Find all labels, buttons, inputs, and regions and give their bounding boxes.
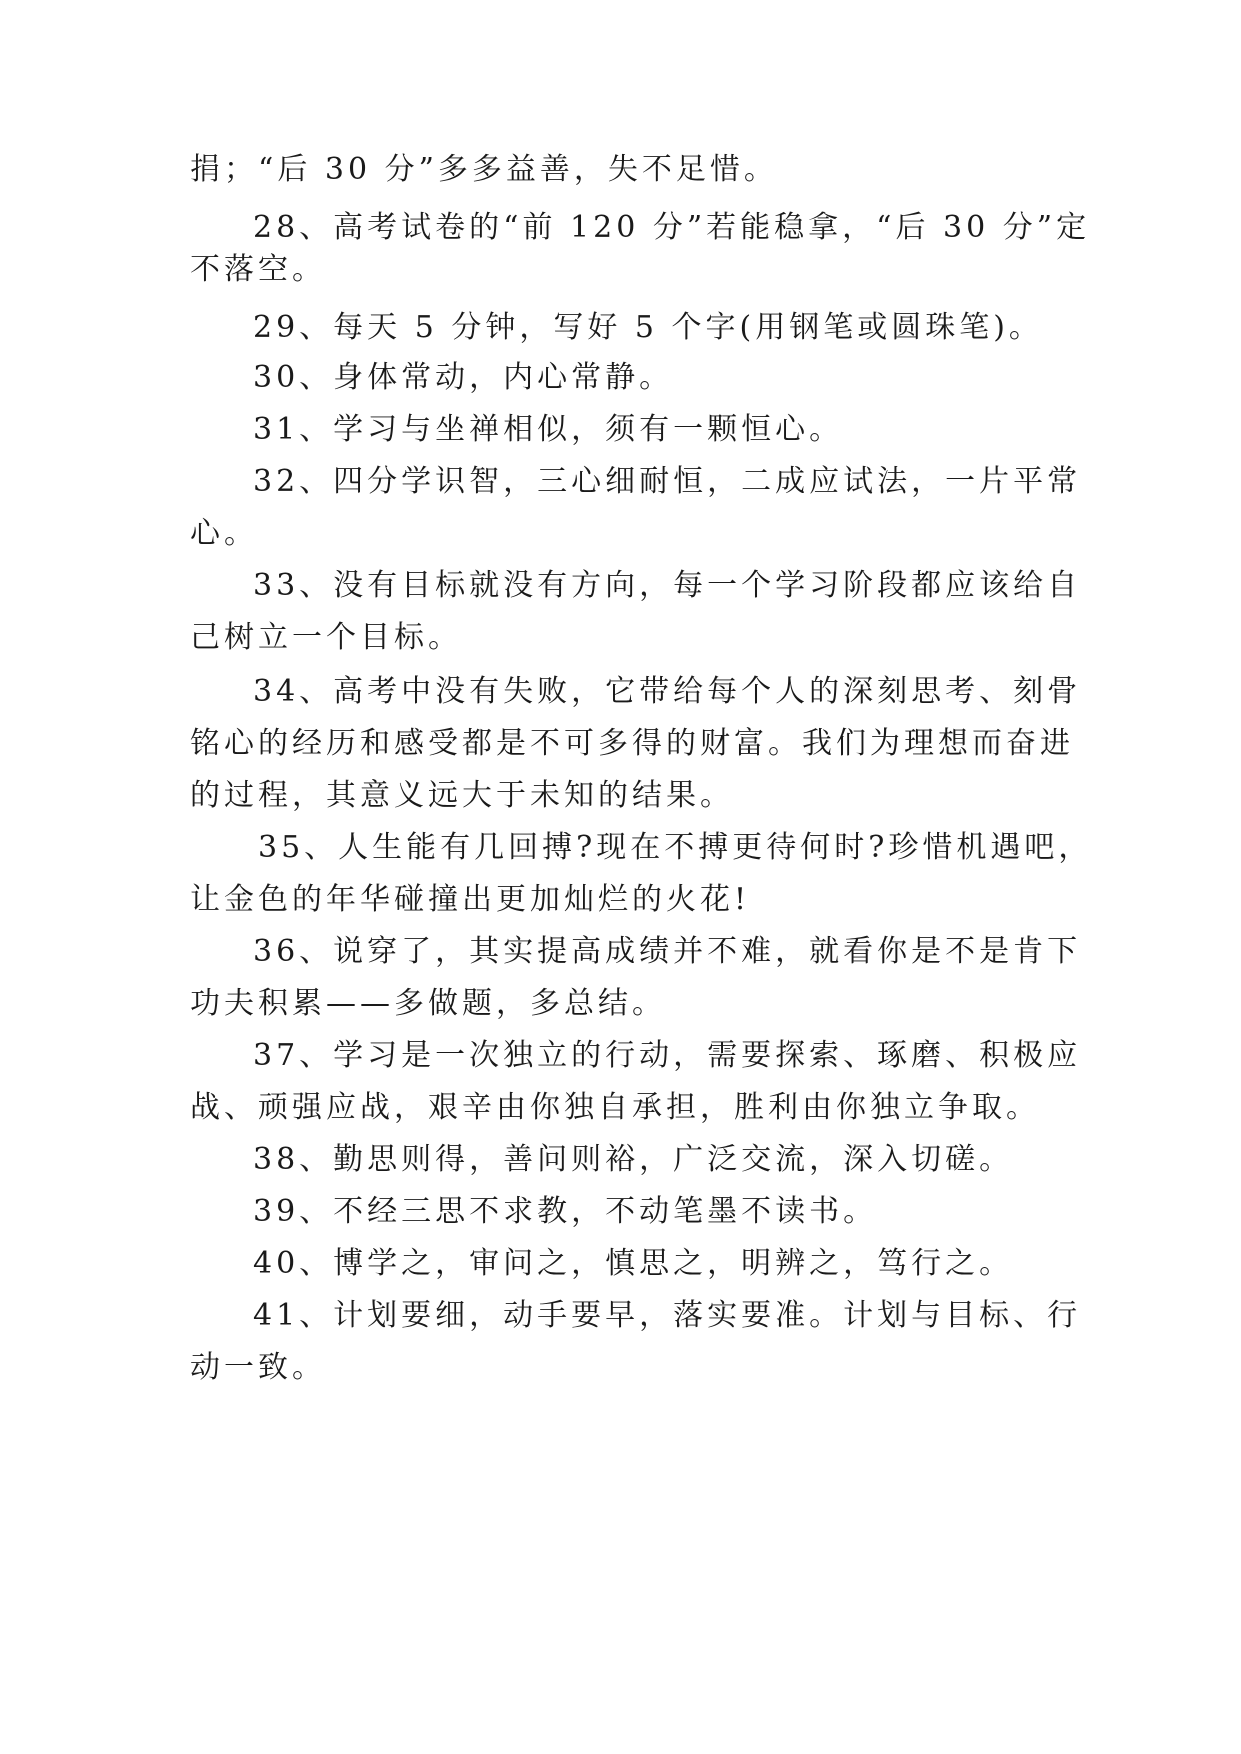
text-line: 捐；“后 30 分”多多益善，失不足惜。 — [190, 152, 778, 187]
text-line-item-35: 35、人生能有几回搏?现在不搏更待何时?珍惜机遇吧， — [258, 830, 1093, 865]
text-line-item-41: 41、计划要细，动手要早，落实要准。计划与目标、行 — [253, 1298, 1082, 1333]
text-line: 己树立一个目标。 — [190, 620, 462, 655]
text-line: 不落空。 — [190, 252, 326, 287]
text-line-item-36: 36、说穿了，其实提高成绩并不难，就看你是不是肯下 — [253, 934, 1082, 969]
text-line-item-33: 33、没有目标就没有方向，每一个学习阶段都应该给自 — [253, 568, 1082, 603]
text-line-item-37: 37、学习是一次独立的行动，需要探索、琢磨、积极应 — [253, 1038, 1082, 1073]
text-line: 动一致。 — [190, 1350, 326, 1385]
text-line-item-31: 31、学习与坐禅相似，须有一颗恒心。 — [253, 412, 844, 447]
text-line: 战、顽强应战，艰辛由你独自承担，胜利由你独立争取。 — [190, 1090, 1040, 1125]
text-line: 让金色的年华碰撞出更加灿烂的火花! — [190, 882, 751, 917]
text-line: 铭心的经历和感受都是不可多得的财富。我们为理想而奋进 — [190, 726, 1074, 761]
text-line-item-32: 32、四分学识智，三心细耐恒，二成应试法，一片平常 — [253, 464, 1082, 499]
text-line-item-38: 38、勤思则得，善问则裕，广泛交流，深入切磋。 — [253, 1142, 1014, 1177]
text-line-item-29: 29、每天 5 分钟，写好 5 个字(用钢笔或圆珠笔)。 — [253, 310, 1043, 345]
text-line-item-28: 28、高考试卷的“前 120 分”若能稳拿，“后 30 分”定 — [253, 210, 1091, 245]
text-line: 功夫积累——多做题，多总结。 — [190, 986, 666, 1021]
text-line: 的过程，其意义远大于未知的结果。 — [190, 778, 734, 813]
text-line-item-39: 39、不经三思不求教，不动笔墨不读书。 — [253, 1194, 878, 1229]
text-line-item-30: 30、身体常动，内心常静。 — [253, 360, 674, 395]
text-line-item-34: 34、高考中没有失败，它带给每个人的深刻思考、刻骨 — [253, 674, 1082, 709]
text-line: 心。 — [190, 516, 258, 551]
text-line-item-40: 40、博学之，审问之，慎思之，明辨之，笃行之。 — [253, 1246, 1014, 1281]
